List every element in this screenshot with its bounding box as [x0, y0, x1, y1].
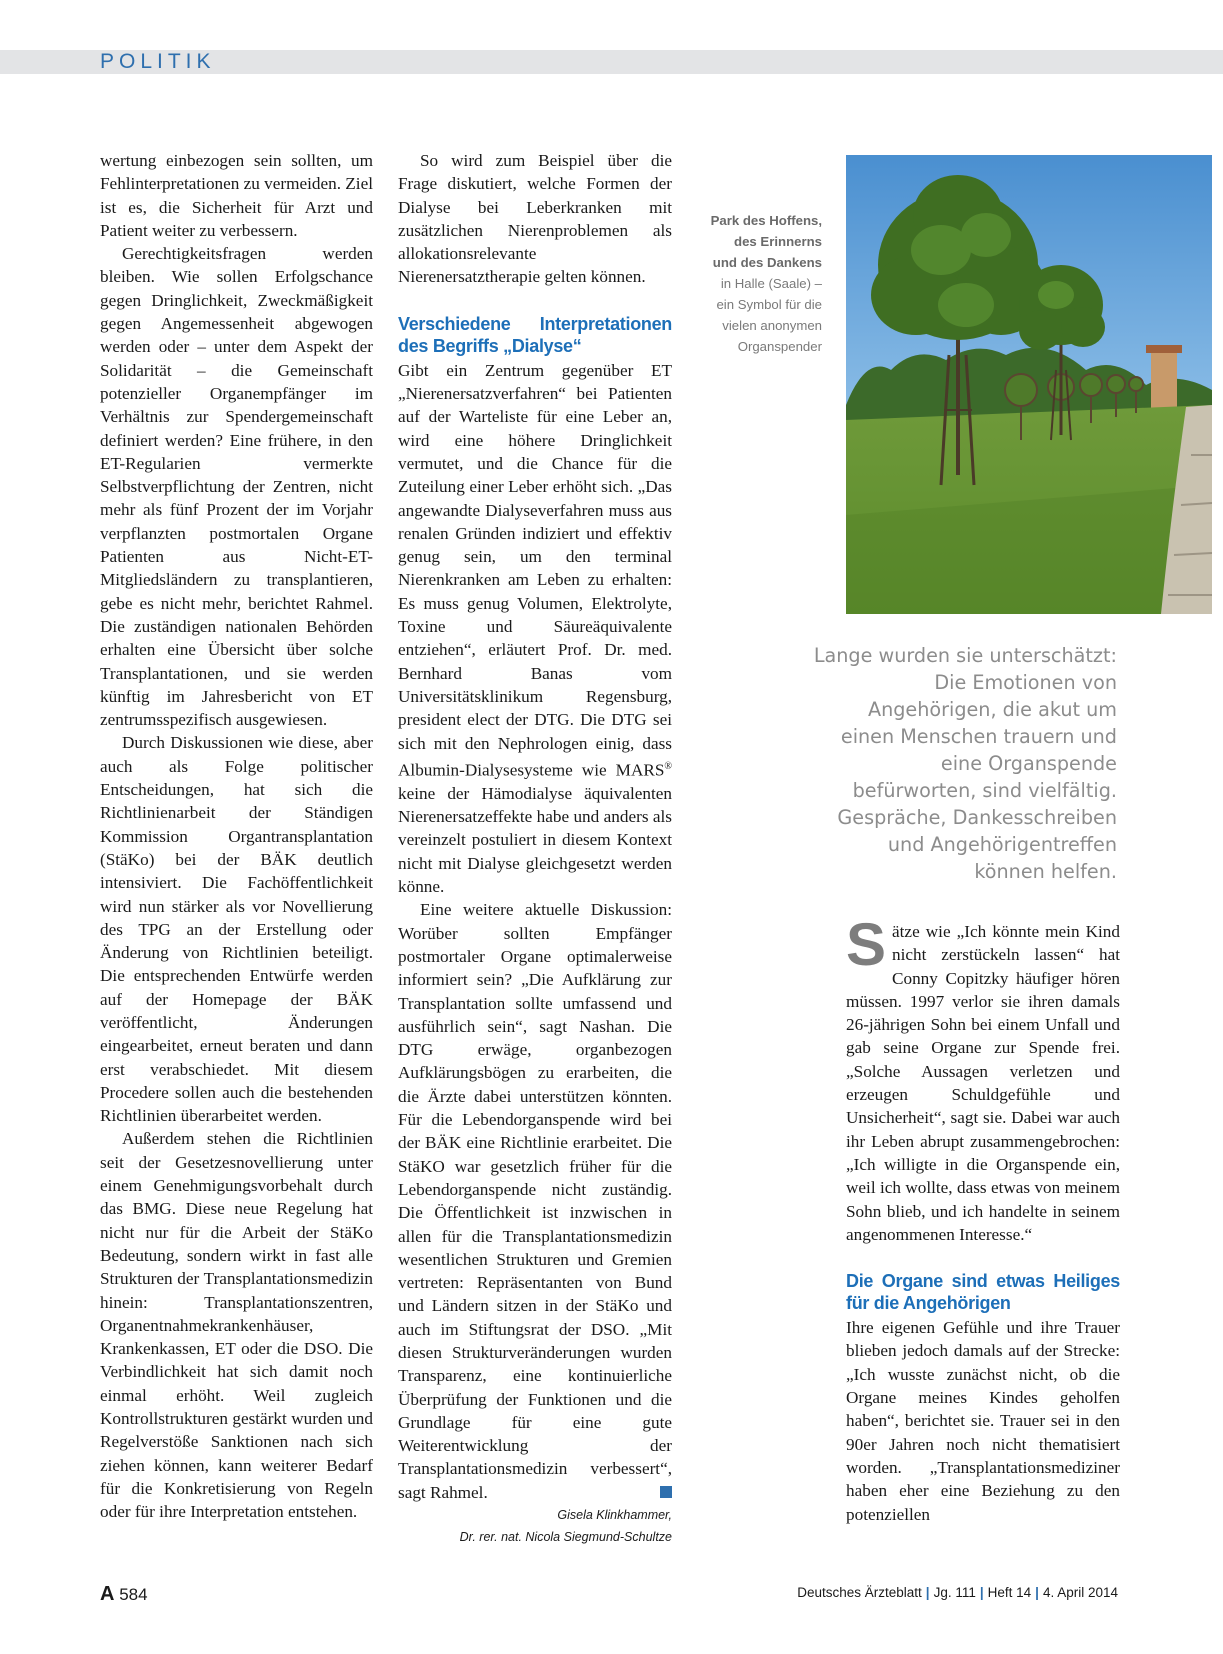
- paragraph: Durch Diskussionen wie diese, aber auch als Folge politischer Entscheidungen, hat sich die Richtlinienarbeit der Ständigen Kommission Organtransplantation (StäKo) bei der BÄK deutlich intensiviert. Die Fachöffentlichkeit wird nun stärker als vor Novellierung des TPG an der Erstellung oder Änderung von Richtlinien beteiligt. Die entsprechenden Entwürfe werden auf der Homepage der BÄK veröffentlicht, Änderungen eingearbeitet, erneut beraten und dann erst verabschiedet. Mit diesem Procedere sollen auch die bestehenden Richtlinien überarbeitet werden.: [100, 733, 373, 1126]
- paragraph: [398, 359, 672, 899]
- section-label: POLITIK: [100, 50, 216, 73]
- footer-separator: |: [1035, 1585, 1039, 1600]
- paragraph: Gerechtigkeitsfragen werden bleiben. Wie sollen Erfolgschance gegen Dringlichkeit, Zweckmäßigkeit gegen Angemessenheit abgewogen werden oder – unter dem Aspekt der Solidarität – die Gemeinschaft potenzieller Organempfänger im Verhältnis zur Spendergemeinschaft definiert werden? Eine frühere, in den ET-Regularien vermerkte Selbstverpflichtung der Zentren, nicht mehr als fünf Prozent der im Vorjahr verpflanzten postmortalen Organe Patienten aus Nicht-ET-Mitgliedsländern zu transplantieren, gebe es nicht mehr, berichtet Rahmel. Die zuständigen nationalen Behörden erhalten eine Übersicht über solche Transplantationen, und sie werden künftig im Jahresbericht von ET zentrumsspezifisch ausgewiesen.: [100, 244, 373, 730]
- paragraph-text: Gibt ein Zentrum gegenüber ET „Nierenersatzverfahren“ bei Patienten auf der Warteliste für eine Leber an, wird eine höhere Dringlichkeit vermutet, und die Chance für die Zuteilung einer Leber erhöht sich. „Das angewandte Dialyseverfahren muss aus renalen Gründen indiziert und effektiv genug sein, um den terminal Nierenkranken am Leben zu erhalten: Es muss genug Volumen, Elektrolyte, Toxine und Säureäquivalente entziehen“, erläutert Prof. Dr. med. Bernhard Banas vom Universitätsklinikum Regensburg, president elect der DTG. Die DTG sei sich mit den Nephrologen einig, dass Albumin-Dialysesysteme wie MARS: [398, 360, 672, 780]
- page-number-value: 584: [119, 1585, 148, 1604]
- paragraph: So wird zum Beispiel über die Frage diskutiert, welche Formen der Dialyse bei Leberkranken mit zusätzlichen Nierenproblemen als allokationsrelevante Nierenersatztherapie gelten können.: [398, 151, 672, 287]
- paragraph: [846, 911, 1120, 1246]
- end-mark-icon: [660, 1486, 672, 1498]
- footer-separator: |: [979, 1585, 984, 1600]
- pull-quote: Lange wurden sie unterschätzt: Die Emotionen von Angehörigen, die akut um einen Menschen trauern und eine Organspende befürworten, sind vielfältig. Gespräche, Dankesschreiben und Angehörigentreffen können helfen.: [813, 644, 1117, 883]
- subheading: Verschiedene Interpretationen des Begriffs „Dialyse“: [398, 313, 672, 356]
- caption-line: und des Dankens: [712, 255, 822, 270]
- author-name: Dr. rer. nat. Nicola Siegmund-Schultze: [459, 1530, 672, 1545]
- footer-separator: |: [925, 1585, 930, 1600]
- paragraph: Ihre eigenen Gefühle und ihre Trauer blieben jedoch damals auf der Strecke: „Ich wusste zunächst nicht, ob die Organe meines Kindes geholfen haben“, berichtet sie. Trauer sei in den 90er Jahren noch nicht thematisiert worden. „Transplantationsmediziner haben eher eine Beziehung zu den potenziellen: [846, 1318, 1120, 1524]
- photo-caption: [686, 210, 822, 357]
- caption-line: des Erinnerns: [734, 234, 822, 249]
- caption-line: in Halle (Saale) –: [720, 276, 822, 291]
- author-name: Gisela Klinkhammer,: [557, 1508, 672, 1523]
- article-column-2: [398, 149, 672, 1548]
- journal-date: 4. April 2014: [1042, 1585, 1118, 1600]
- paragraph-text: keine der Hämodialyse äquivalenten Nierenersatzeffekte habe und anders als vereinzelt postuliert in diesem Kontext nicht mit Dialyse gleichgesetzt werden könne.: [398, 783, 672, 897]
- article-column-1: [100, 149, 373, 1524]
- caption-line: vielen anonymen: [722, 318, 822, 333]
- page-prefix: A: [100, 1583, 115, 1605]
- paragraph-text: Eine weitere aktuelle Diskussion: Worüber sollten Empfänger postmortaler Organe optimalerweise informiert sein? „Die Aufklärung zur Transplantation sollte umfassend und ausführlich sein“, sagt Nashan. Die DTG erwäge, organbezogen Aufklärungsbögen zu erarbeiten, die die Ärzte dabei unterstützen könnten. Für die Lebendorganspende wird bei der BÄK eine Richtlinie erarbeitet. Die StäKO war gesetzlich früher für die Lebendorganspende nicht zuständig. Die Öffentlichkeit ist inzwischen in allen für die Transplantationsmedizin wesentlichen Strukturen und Gremien vertreten: Repräsentanten von Bund und Ländern sitzen in der StäKo und auch im Stiftungsrat der DSO. „Mit diesen Strukturveränderungen wurden Transparenz, eine kontinuierliche Überprüfung der Funktionen und die Grundlage für eine gute Weiterentwicklung der Transplantationsmedizin verbessert“, sagt Rahmel.: [398, 900, 672, 1502]
- journal-issue: Heft 14: [987, 1585, 1032, 1600]
- drop-cap: S: [846, 911, 887, 978]
- page-number: [100, 1583, 148, 1606]
- journal-name: Deutsches Ärzteblatt: [797, 1585, 922, 1600]
- caption-line: Organspender: [737, 339, 822, 354]
- journal-volume: Jg. 111: [933, 1585, 976, 1600]
- author-byline: [398, 1504, 672, 1548]
- journal-footer: [797, 1585, 1118, 1600]
- article-column-3: [846, 911, 1120, 1526]
- caption-line: ein Symbol für die: [716, 297, 822, 312]
- park-photo: [846, 155, 1212, 614]
- registered-mark: ®: [664, 760, 672, 772]
- paragraph: [398, 898, 672, 1504]
- subheading: Die Organe sind etwas Heiliges für die Angehörigen: [846, 1271, 1120, 1314]
- caption-line: Park des Hoffens,: [710, 213, 822, 228]
- paragraph-text: ätze wie „Ich könnte mein Kind nicht zerstückeln lassen“ hat Conny Copitzky häufiger hören müssen. 1997 verlor sie ihren damals 26-jährigen Sohn bei einem Unfall und gab seine Organe zur Spende frei. „Solche Aussagen verletzen und erzeugen Schuldgefühle und Unsicherheit“, sagt sie. Dabei war auch ihr Leben abrupt zusammengebrochen: „Ich willigte in die Organspende ein, weil ich wollte, dass etwas von meinem Sohn blieb, und ich handelte in seinem angenommenen Interesse.“: [846, 922, 1120, 1244]
- paragraph: wertung einbezogen sein sollten, um Fehlinterpretationen zu vermeiden. Ziel ist es, die Sicherheit für Arzt und Patient weiter zu verbessern.: [100, 151, 373, 240]
- paragraph: Außerdem stehen die Richtlinien seit der Gesetzesnovellierung unter einem Genehmigungsvorbehalt durch das BMG. Diese neue Regelung hat nicht nur für die Arbeit der StäKo Bedeutung, sondern wirkt in fast alle Strukturen der Transplantationsmedizin hinein: Transplantationszentren, Organentnahmekrankenhäuser, Krankenkassen, ET oder die DSO. Die Verbindlichkeit hat sich damit noch einmal erhöht. Weil zugleich Kontrollstrukturen gestärkt wurden und Regelverstöße Sanktionen nach sich ziehen können, kann weiterer Bedarf für die Konkretisierung von Regeln oder für ihre Interpretation entstehen.: [100, 1129, 373, 1522]
